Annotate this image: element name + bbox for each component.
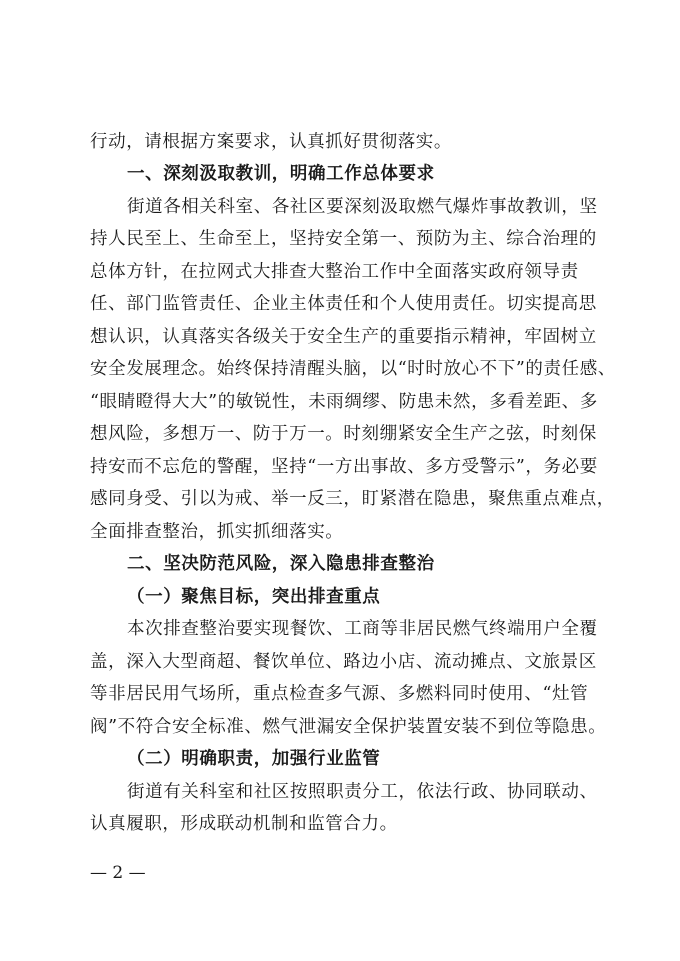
paragraph-line: 本次排查整治要实现餐饮、工商等非居民燃气终端用户全覆 — [127, 619, 598, 639]
paragraph-line: 盖，深入大型商超、餐饮单位、路边小店、流动摊点、文旅景区 — [90, 652, 597, 672]
paragraph-line: “眼睛瞪得大大”的敏锐性，未雨绸缪、防患未然，多看差距、多 — [90, 392, 598, 412]
paragraph-line: 想风险，多想万一、防于万一。时刻绷紧安全生产之弦，时刻保 — [90, 424, 597, 444]
paragraph-line: 想认识，认真落实各级关于安全生产的重要指示精神，牢固树立 — [90, 327, 597, 347]
subsection-heading-1: （一）聚焦目标，突出排查重点 — [127, 587, 381, 607]
paragraph-line: 街道各相关科室、各社区要深刻汲取燃气爆炸事故教训，坚 — [127, 197, 598, 217]
paragraph-line: 街道有关科室和社区按照职责分工，依法行政、协同联动、 — [127, 782, 598, 802]
paragraph-line: 等非居民用气场所，重点检查多气源、多燃料同时使用、“灶管 — [90, 684, 589, 704]
paragraph-line: 全面排查整治，抓实抓细落实。 — [90, 522, 344, 542]
paragraph-line: 感同身受、引以为戒、举一反三，盯紧潜在隐患，聚焦重点难点， — [90, 489, 615, 509]
paragraph-line: 安全发展理念。始终保持清醒头脑，以“时时放心不下”的责任感、 — [90, 359, 616, 379]
paragraph-line: 阀”不符合安全标准、燃气泄漏安全保护装置安装不到位等隐患。 — [90, 717, 607, 737]
paragraph-line: 持人民至上、生命至上，坚持安全第一、预防为主、综合治理的 — [90, 229, 597, 249]
subsection-heading-2: （二）明确职责，加强行业监管 — [127, 749, 381, 769]
paragraph-line: 行动，请根据方案要求，认真抓好贯彻落实。 — [90, 132, 452, 152]
paragraph-line: 任、部门监管责任、企业主体责任和个人使用责任。切实提高思 — [90, 294, 597, 314]
section-heading-2: 二、坚决防范风险，深入隐患排查整治 — [127, 554, 435, 574]
paragraph-line: 认真履职，形成联动机制和监管合力。 — [90, 814, 398, 834]
paragraph-line: 持安而不忘危的警醒，坚持“一方出事故、多方受警示”，务必要 — [90, 457, 598, 477]
section-heading-1: 一、深刻汲取教训，明确工作总体要求 — [127, 164, 435, 184]
page-number: — 2 — — [90, 863, 146, 883]
paragraph-line: 总体方针，在拉网式大排查大整治工作中全面落实政府领导责 — [90, 262, 579, 282]
